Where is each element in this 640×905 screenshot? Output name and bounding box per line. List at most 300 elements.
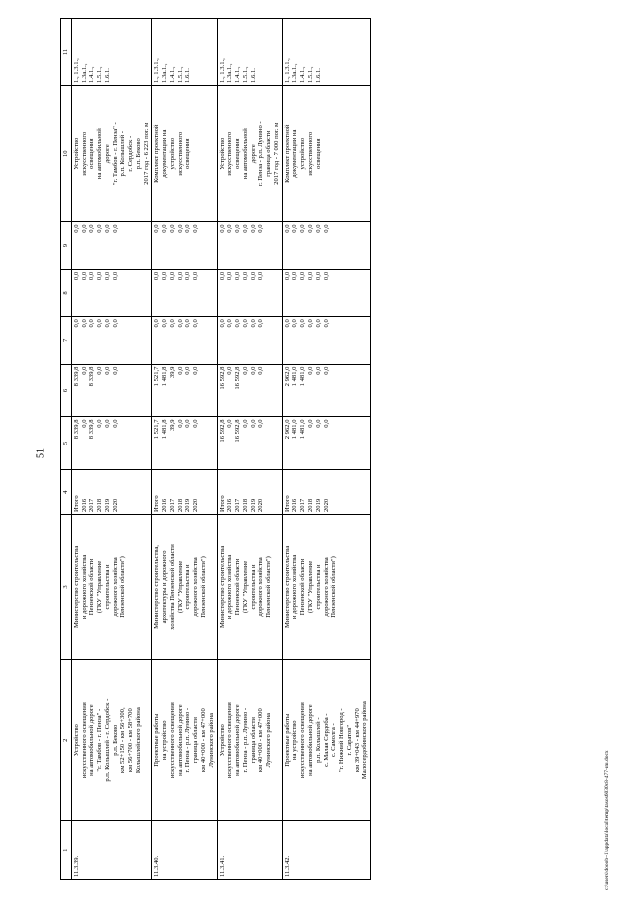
cell-line: 1 521,7 — [153, 366, 161, 387]
rotated-table-container — [60, 18, 580, 880]
cell-line: на автомобильной дороге — [306, 704, 314, 776]
cell-line: 0,0 — [322, 419, 330, 428]
cell-line: искусственного освещения — [168, 702, 176, 779]
cell-line: 0,0 — [322, 319, 330, 328]
cell-line: 0,0 — [314, 271, 322, 281]
cell-line: 0,0 — [72, 271, 80, 281]
cell-line: 0,0 — [192, 224, 200, 233]
cell-line: 0,0 — [241, 271, 249, 281]
cell-line: 8 339,8 — [72, 366, 80, 387]
cell-line: 0,0 — [184, 419, 192, 428]
cell-line: устройство — [299, 137, 307, 170]
cell-line: 0,0 — [283, 319, 291, 328]
cell-line: 2020 — [192, 498, 200, 512]
cell-line: Пензенской области") — [330, 556, 338, 618]
cell-line: 0,0 — [249, 319, 257, 328]
cell-line: 0,0 — [218, 319, 226, 328]
cell-line: Министерство строительства — [283, 545, 291, 629]
cell-c5 — [71, 417, 152, 470]
cell-name — [282, 659, 370, 821]
cell-line: 2016 — [161, 498, 169, 512]
column-header: 7 — [61, 317, 72, 364]
cell-line: 2016 — [80, 498, 88, 512]
cell-line: строительства и — [249, 564, 257, 610]
cell-line: Комплект проектной — [283, 124, 291, 183]
cell-line: искусственного — [176, 131, 184, 176]
cell-line: 0,0 — [103, 319, 111, 328]
cell-line: 39,9 — [168, 366, 176, 379]
cell-line: 16 592,8 — [218, 366, 226, 390]
header-row — [61, 19, 72, 880]
cell-line: Пензенской области — [299, 558, 307, 616]
cell-line: 0,0 — [283, 271, 291, 281]
cell-line: 0,0 — [161, 224, 169, 233]
cell-line: г. Пенза - р.п. Лунино - — [241, 707, 249, 773]
cell-line: освещения — [184, 138, 192, 169]
cell-result — [282, 85, 370, 222]
cell-line: дорожного хозяйства — [257, 557, 265, 617]
column-header: 8 — [61, 269, 72, 316]
cell-line: 1.5.1., — [306, 66, 314, 83]
cell-executor — [217, 515, 282, 660]
cell-line: на автомобильной — [96, 128, 104, 180]
cell-line: 16 592,8 — [234, 366, 242, 390]
cell-c9 — [282, 222, 370, 269]
cell-line: 1.3а.1., — [291, 63, 299, 83]
cell-line: Проектные работы — [153, 713, 161, 767]
cell-c7 — [152, 317, 217, 364]
cell-c8 — [152, 269, 217, 316]
cell-name — [217, 659, 282, 821]
cell-line: Итого — [72, 495, 80, 512]
cell-line: 2018 — [241, 498, 249, 512]
cell-line: Лунинского района — [265, 713, 273, 768]
cell-line: 0,0 — [176, 366, 184, 375]
cell-line: р.п. Колышлей - — [314, 717, 322, 763]
cell-line: 2018 — [306, 498, 314, 512]
cell-line: 0,0 — [314, 419, 322, 428]
cell-line: 1.6.1. — [249, 68, 257, 83]
cell-line: 0,0 — [80, 224, 88, 233]
cell-line: 0,0 — [291, 224, 299, 233]
cell-line: 0,0 — [306, 319, 314, 328]
cell-line: 1.4.1., — [88, 66, 96, 83]
cell-years — [217, 470, 282, 515]
cell-years — [71, 470, 152, 515]
cell-line: км 40+000 - км 47+000 — [200, 708, 208, 773]
cell-line: 0,0 — [257, 319, 265, 328]
cell-line: 2017 — [234, 498, 242, 512]
cell-id: 11.3.41. — [217, 821, 282, 880]
cell-line: Пензенской области — [234, 558, 242, 616]
cell-line: Устройство — [72, 724, 80, 757]
cell-line: 1.3а.1., — [161, 63, 169, 83]
cell-line: 2020 — [322, 498, 330, 512]
cell-line: 1.5.1., — [241, 66, 249, 83]
cell-line: 1 521,7 — [153, 419, 161, 440]
cell-line: Комплект проектной — [153, 124, 161, 183]
cell-line: 0,0 — [176, 271, 184, 281]
cell-line: Итого — [218, 495, 226, 512]
cell-line: 0,0 — [80, 319, 88, 328]
cell-c8 — [71, 269, 152, 316]
cell-line: 2017 год - 7 000 пог. м — [272, 122, 280, 185]
cell-c7 — [282, 317, 370, 364]
column-header: 2 — [61, 659, 72, 821]
column-header: 11 — [61, 19, 72, 86]
cell-line: р.п. Беково — [111, 724, 119, 756]
cell-line: км 40+000 - км 47+000 — [257, 708, 265, 773]
cell-line: 0,0 — [314, 224, 322, 233]
cell-line: 0,0 — [291, 271, 299, 281]
cell-line: 0,0 — [299, 224, 307, 233]
cell-line: 2018 — [176, 498, 184, 512]
cell-line: с. Самолга - — [330, 723, 338, 758]
cell-line: 0,0 — [96, 366, 104, 375]
cell-line: 1., 1.3.1., — [218, 58, 226, 83]
cell-line: 0,0 — [88, 224, 96, 233]
cell-line: 2018 — [96, 498, 104, 512]
footer-file-path: c:\users\dooob~1\appdata\local\temp\tasos6030c8-477-ını.docx — [604, 750, 610, 890]
cell-line: искусственного освещения — [299, 702, 307, 779]
cell-line: 0,0 — [306, 224, 314, 233]
cell-executor — [71, 515, 152, 660]
cell-line: 1.4.1., — [234, 66, 242, 83]
cell-c5 — [217, 417, 282, 470]
cell-line: км 39+043 - км 44+970 — [353, 708, 361, 773]
cell-line: Устройство — [218, 724, 226, 757]
cell-line: 0,0 — [226, 319, 234, 328]
cell-line: Малосердобинского района — [361, 701, 369, 780]
cell-line: дорожного хозяйства — [192, 557, 200, 617]
cell-line: на устройство — [161, 720, 169, 760]
cell-line: г. Пенза - р.п. Лунино - — [184, 707, 192, 773]
cell-line: (ГКУ "Управление — [306, 560, 314, 614]
cell-line: 2020 — [257, 498, 265, 512]
cell-line: 0,0 — [168, 271, 176, 281]
cell-line: 2016 — [226, 498, 234, 512]
cell-line: 0,0 — [176, 419, 184, 428]
cell-line: 0,0 — [241, 419, 249, 428]
cell-line: 0,0 — [306, 366, 314, 375]
cell-executor — [152, 515, 217, 660]
cell-line: 0,0 — [161, 319, 169, 328]
cell-c5 — [152, 417, 217, 470]
cell-line: искусственного — [80, 131, 88, 176]
cell-line: освещения — [88, 138, 96, 169]
cell-id: 11.3.42. — [282, 821, 370, 880]
column-header: 9 — [61, 222, 72, 269]
cell-line: искусственного освещения — [80, 702, 88, 779]
cell-line: 0,0 — [80, 419, 88, 428]
cell-line: 0,0 — [314, 366, 322, 375]
cell-id: 11.3.39. — [71, 821, 152, 880]
cell-line: Пензенской области") — [119, 556, 127, 618]
cell-line: Колышлейского района — [134, 707, 142, 774]
cell-line: искусственного — [306, 131, 314, 176]
cell-c6 — [217, 364, 282, 417]
cell-years — [152, 470, 217, 515]
cell-line: 0,0 — [192, 271, 200, 281]
cell-line: на автомобильной дороге — [234, 704, 242, 776]
cell-line: 0,0 — [257, 271, 265, 281]
cell-c5 — [282, 417, 370, 470]
cell-name — [152, 659, 217, 821]
cell-line: 0,0 — [226, 366, 234, 375]
cell-result — [152, 85, 217, 222]
cell-line: 0,0 — [306, 419, 314, 428]
cell-line: 8 339,8 — [88, 366, 96, 387]
cell-line: освещения — [234, 138, 242, 169]
cell-line: на автомобильной дороге — [176, 704, 184, 776]
cell-line: "г. Нижний Новгород - — [338, 708, 346, 773]
cell-line: 0,0 — [249, 366, 257, 375]
cell-line: 0,0 — [241, 319, 249, 328]
cell-line: 0,0 — [249, 419, 257, 428]
cell-line: 1 481,0 — [291, 366, 299, 387]
cell-line: дороге — [249, 144, 257, 164]
cell-line: 2019 — [249, 498, 257, 512]
cell-line: документации на — [161, 129, 169, 178]
cell-line: граница области — [265, 130, 273, 177]
cell-line: 0,0 — [111, 366, 119, 375]
cell-line: Лунинского района — [207, 713, 215, 768]
cell-line: 0,0 — [168, 224, 176, 233]
program-table — [60, 18, 371, 880]
cell-line: 0,0 — [96, 419, 104, 428]
table-row — [217, 19, 282, 880]
cell-line: р.п. Колышлей - — [119, 130, 127, 177]
cell-line: 0,0 — [168, 319, 176, 328]
cell-line: 0,0 — [111, 271, 119, 281]
cell-line: Пензенской области — [88, 558, 96, 616]
cell-line: 2017 — [168, 498, 176, 512]
cell-line: на автомобильной дороге — [88, 704, 96, 776]
cell-line: Министерство строительства — [72, 545, 80, 629]
cell-refs — [71, 19, 152, 86]
cell-line: с. Малая Сердоба - — [322, 713, 330, 767]
cell-c6 — [71, 364, 152, 417]
cell-line: и дорожного хозяйства — [226, 554, 234, 620]
cell-line: 0,0 — [153, 271, 161, 281]
cell-line: 0,0 — [176, 224, 184, 233]
cell-line: км 52+150 - км 56+300, — [119, 707, 127, 773]
page-number: 51 — [35, 448, 47, 458]
cell-line: 0,0 — [322, 224, 330, 233]
table-row — [71, 19, 152, 880]
cell-line: строительства и — [103, 564, 111, 610]
cell-c8 — [282, 269, 370, 316]
cell-line: 0,0 — [283, 224, 291, 233]
cell-line: искусственного освещения — [226, 702, 234, 779]
cell-line: на устройство — [291, 720, 299, 760]
cell-line: г. Пенза - р.п. Лунино - — [257, 121, 265, 187]
cell-line: 0,0 — [322, 366, 330, 375]
cell-line: г. Сердобск - — [127, 135, 135, 172]
cell-line: искусственного — [226, 131, 234, 176]
cell-line: 0,0 — [218, 271, 226, 281]
column-header: 6 — [61, 364, 72, 417]
cell-line: (ГКУ "Управление — [241, 560, 249, 614]
cell-line: 0,0 — [257, 224, 265, 233]
cell-c9 — [71, 222, 152, 269]
cell-line: 2019 — [314, 498, 322, 512]
cell-line: граница области — [249, 717, 257, 764]
cell-line: 1., 1.3.1., — [153, 58, 161, 83]
cell-c8 — [217, 269, 282, 316]
cell-line: 1 481,0 — [299, 419, 307, 440]
cell-line: Министерство строительства — [218, 545, 226, 629]
cell-line: Пензенской области") — [265, 556, 273, 618]
cell-line: 0,0 — [234, 224, 242, 233]
cell-line: 0,0 — [314, 319, 322, 328]
cell-years — [282, 470, 370, 515]
cell-line: 0,0 — [184, 224, 192, 233]
cell-line: 1., 1.3.1., — [72, 58, 80, 83]
cell-line: 2019 — [184, 498, 192, 512]
cell-line: 0,0 — [153, 224, 161, 233]
column-header: 5 — [61, 417, 72, 470]
cell-line: на автомобильной — [241, 128, 249, 180]
cell-line: и дорожного хозяйства — [80, 554, 88, 620]
cell-line: дорожного хозяйства — [111, 557, 119, 617]
cell-line: "г. Тамбов - г. Пенза" - — [111, 122, 119, 186]
cell-line: устройство — [168, 137, 176, 170]
table-row — [152, 19, 217, 880]
cell-c6 — [152, 364, 217, 417]
cell-line: 0,0 — [88, 319, 96, 328]
cell-line: 0,0 — [257, 366, 265, 375]
cell-line: 0,0 — [80, 366, 88, 375]
cell-line: 0,0 — [226, 271, 234, 281]
cell-executor — [282, 515, 370, 660]
cell-line: 1.6.1. — [314, 68, 322, 83]
cell-line: 2017 — [299, 498, 307, 512]
cell-name — [71, 659, 152, 821]
cell-refs — [152, 19, 217, 86]
cell-id: 11.3.40. — [152, 821, 217, 880]
cell-line: 0,0 — [153, 319, 161, 328]
cell-line: 0,0 — [96, 224, 104, 233]
cell-line: 0,0 — [218, 224, 226, 233]
cell-line: строительства и — [314, 564, 322, 610]
cell-line: р.п. Колышлей - г. Сердобск - — [103, 698, 111, 782]
cell-line: дорожного хозяйства — [322, 557, 330, 617]
cell-line: 0,0 — [103, 271, 111, 281]
cell-line: 1 481,0 — [291, 419, 299, 440]
cell-line: 1.3а.1., — [80, 63, 88, 83]
cell-line: (ГКУ "Управление — [96, 560, 104, 614]
cell-c7 — [71, 317, 152, 364]
cell-line: км 56+700 - км 58+700 — [127, 708, 135, 773]
cell-line: Устройство — [72, 137, 80, 170]
cell-line: 1 481,0 — [299, 366, 307, 387]
cell-line: 1.5.1., — [176, 66, 184, 83]
cell-line: документации на — [291, 129, 299, 178]
cell-line: 0,0 — [234, 319, 242, 328]
cell-line: 0,0 — [88, 271, 96, 281]
cell-line: 1.6.1. — [184, 68, 192, 83]
cell-refs — [282, 19, 370, 86]
cell-line: 0,0 — [192, 366, 200, 375]
cell-line: г. Саратов" — [345, 724, 353, 756]
table-body — [71, 19, 370, 880]
cell-line: 0,0 — [234, 271, 242, 281]
cell-line: 0,0 — [103, 419, 111, 428]
cell-line: Устройство — [218, 137, 226, 170]
cell-line: освещения — [314, 138, 322, 169]
column-header: 4 — [61, 470, 72, 515]
cell-c9 — [217, 222, 282, 269]
table-row — [282, 19, 370, 880]
cell-line: 0,0 — [111, 419, 119, 428]
column-header: 10 — [61, 85, 72, 222]
cell-line: 16 592,8 — [234, 419, 242, 443]
cell-line: 8 339,8 — [88, 419, 96, 440]
cell-line: 0,0 — [96, 319, 104, 328]
cell-line: дороге — [103, 144, 111, 164]
cell-line: архитектуры и дорожного — [161, 550, 169, 624]
cell-line: 0,0 — [80, 271, 88, 281]
cell-refs — [217, 19, 282, 86]
cell-c7 — [217, 317, 282, 364]
cell-line: 0,0 — [103, 224, 111, 233]
cell-line: (ГКУ "Управление — [176, 560, 184, 614]
cell-line: 0,0 — [192, 419, 200, 428]
cell-line: 0,0 — [241, 366, 249, 375]
cell-line: и дорожного хозяйства — [291, 554, 299, 620]
cell-line: 0,0 — [192, 319, 200, 328]
cell-line: 1., 1.3.1., — [283, 58, 291, 83]
cell-line: 2 962,0 — [283, 366, 291, 387]
cell-line: 0,0 — [226, 224, 234, 233]
cell-line: строительства и — [184, 564, 192, 610]
cell-line: 2019 — [103, 498, 111, 512]
cell-line: Проектные работы — [283, 713, 291, 767]
cell-line: хозяйства Пензенской области — [168, 544, 176, 630]
cell-c9 — [152, 222, 217, 269]
cell-line: 2017 — [88, 498, 96, 512]
cell-line: 1 481,8 — [161, 366, 169, 387]
cell-line: р.п. Беково — [134, 138, 142, 170]
cell-line: 0,0 — [184, 271, 192, 281]
cell-line: 1.6.1. — [103, 68, 111, 83]
cell-line: 0,0 — [291, 319, 299, 328]
cell-line: 0,0 — [249, 271, 257, 281]
cell-line: 1.5.1., — [96, 66, 104, 83]
cell-line: 2017 год - 6 223 пог. м — [142, 122, 150, 185]
cell-line: 2020 — [111, 498, 119, 512]
cell-line: 0,0 — [161, 271, 169, 281]
cell-line: 0,0 — [299, 319, 307, 328]
cell-result — [217, 85, 282, 222]
cell-line: Итого — [153, 495, 161, 512]
cell-line: 0,0 — [306, 271, 314, 281]
cell-line: Итого — [283, 495, 291, 512]
cell-line: "г. Тамбов - г. Пенза" - — [96, 708, 104, 772]
cell-line: 0,0 — [322, 271, 330, 281]
cell-line: 8 339,8 — [72, 419, 80, 440]
cell-line: 0,0 — [176, 319, 184, 328]
cell-line: 0,0 — [96, 271, 104, 281]
cell-line: 1.3а.1., — [226, 63, 234, 83]
cell-line: 0,0 — [103, 366, 111, 375]
cell-line: 16 592,8 — [218, 419, 226, 443]
cell-line: 1 481,8 — [161, 419, 169, 440]
cell-line: 0,0 — [111, 319, 119, 328]
column-header: 3 — [61, 515, 72, 660]
cell-line: 1.4.1., — [168, 66, 176, 83]
